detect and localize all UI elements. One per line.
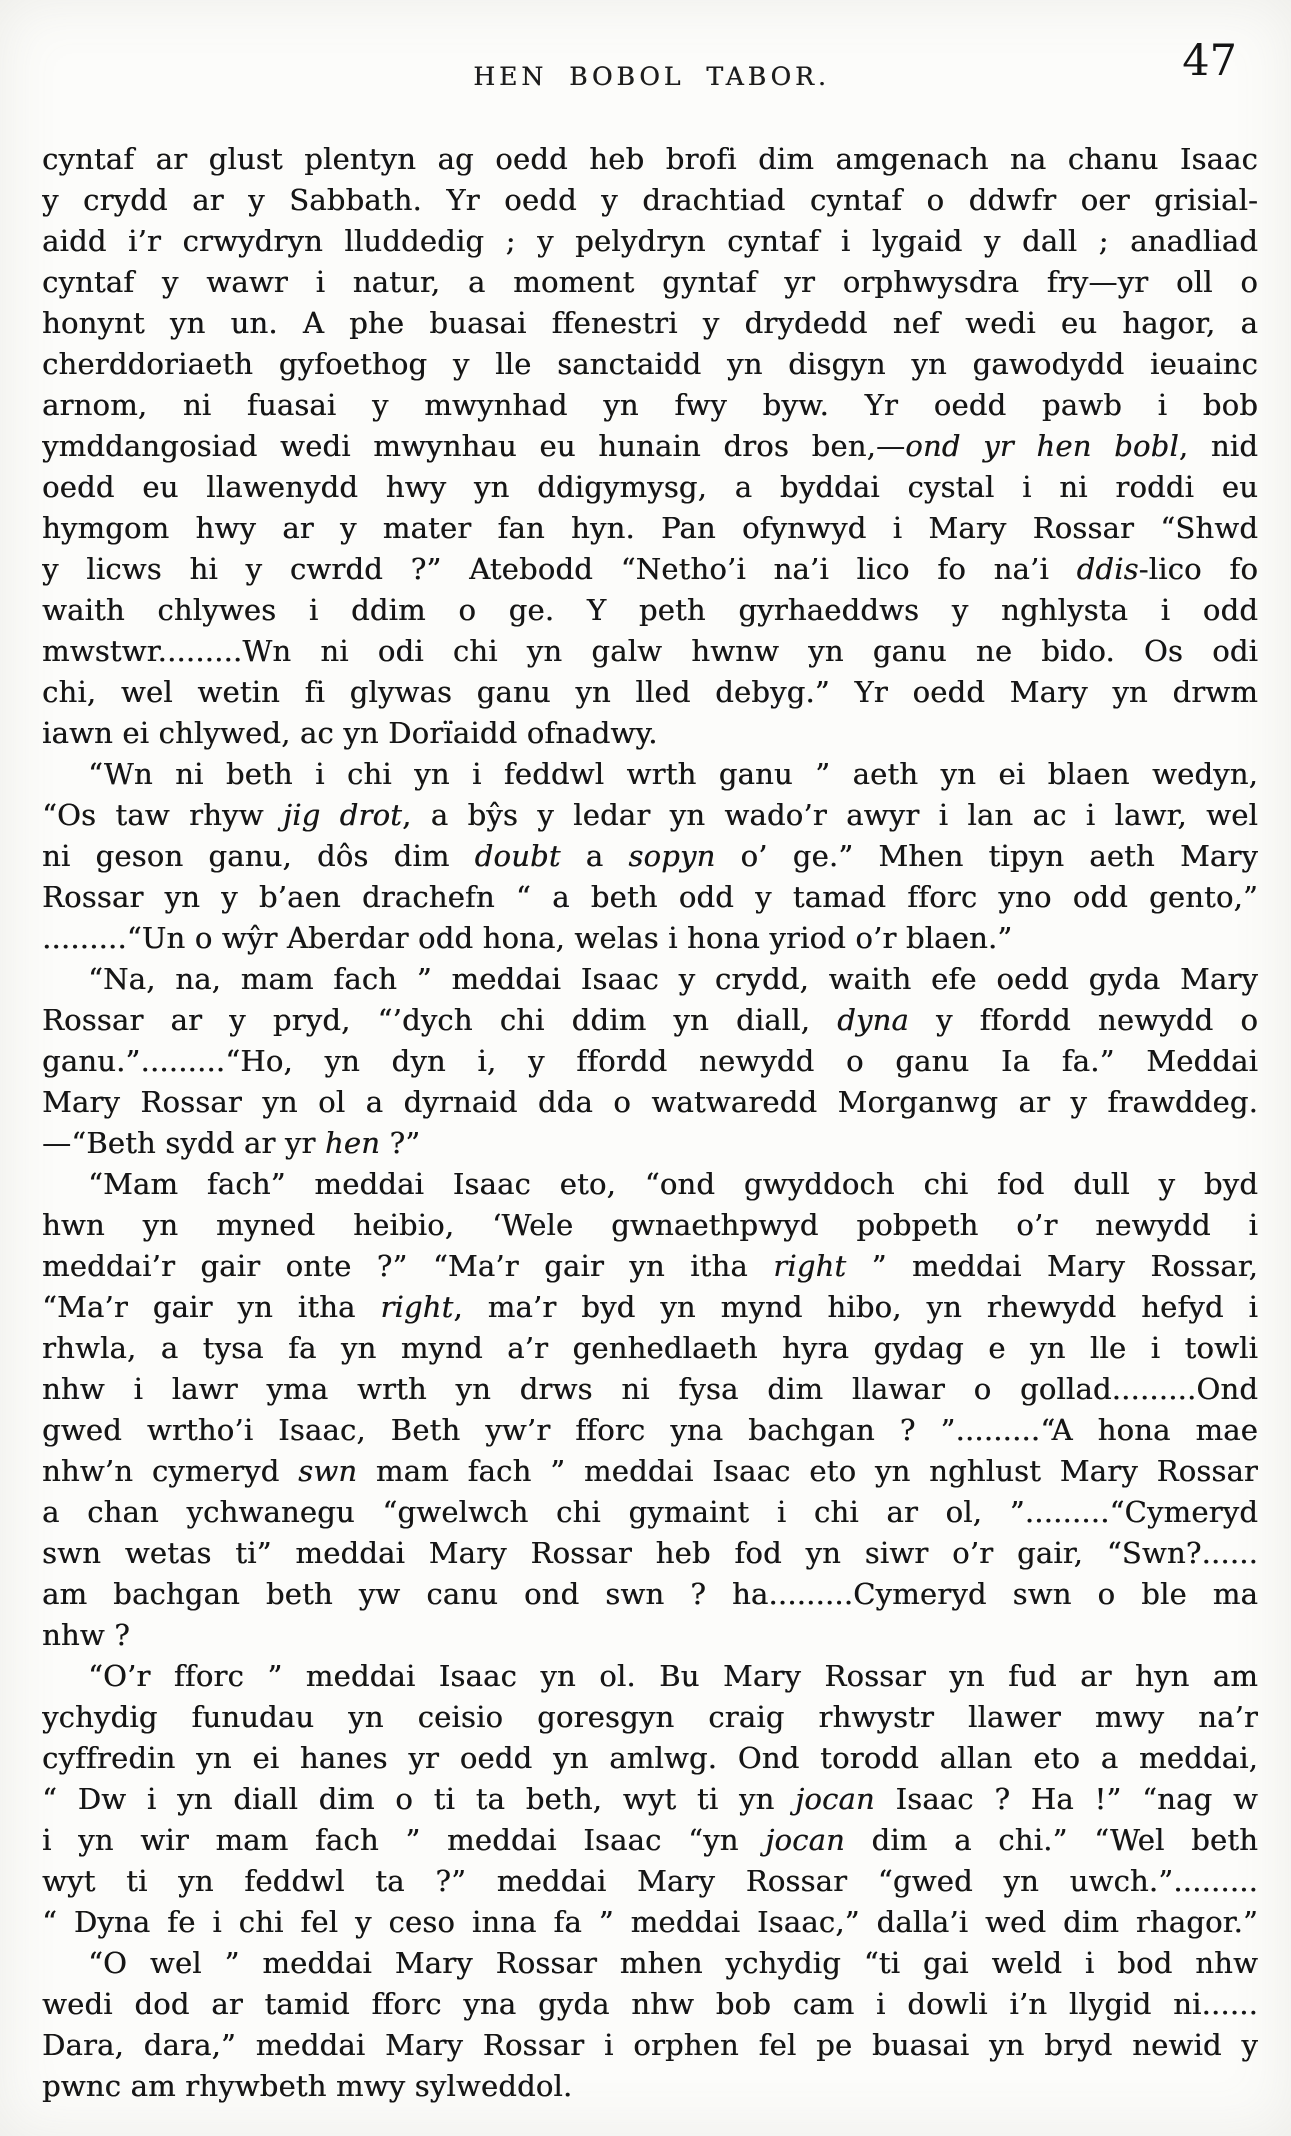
text-line [42, 1369, 1258, 1410]
text-line [42, 1492, 1258, 1533]
text-segment: Dara, dara,” meddai Mary Rossar i orphen fel pe buasai yn bryd newid y [42, 2028, 1258, 2062]
text-segment: “Wn ni beth i chi yn i feddwl wrth ganu ” aeth yn ei blaen wedyn, [88, 757, 1258, 791]
italic-text-segment: dyna [837, 1003, 909, 1037]
text-segment: cherddoriaeth gyfoethog y lle sanctaidd yn disgyn yn gawodydd ieuainc [42, 347, 1258, 381]
text-line [42, 877, 1258, 918]
text-segment: rhwla, a tysa fa yn mynd a’r genhedlaeth hyra gydag e yn lle i towli [42, 1331, 1258, 1365]
text-segment: iawn ei chlywed, ac yn Dorïaidd ofnadwy. [42, 716, 658, 750]
text-segment: nhw’n cymeryd [42, 1454, 299, 1488]
text-line [42, 1123, 1258, 1164]
text-line [42, 549, 1258, 590]
text-segment: a chan ychwanegu “gwelwch chi gymaint i chi ar ol, ”.........“Cymeryd [42, 1495, 1258, 1529]
text-segment: i yn wir mam fach ” meddai Isaac “yn [42, 1823, 766, 1857]
text-segment: hwn yn myned heibio, ‘Wele gwnaethpwyd pobpeth o’r newydd i [42, 1208, 1258, 1242]
text-segment: mwstwr.........Wn ni odi chi yn galw hwnw yn ganu ne bido. Os odi [42, 634, 1258, 668]
text-segment: ganu.”.........“Ho, yn dyn i, y ffordd newydd o ganu Ia fa.” Meddai [42, 1044, 1258, 1078]
text-segment: cyffredin yn ei hanes yr oedd yn amlwg. Ond torodd allan eto a meddai, [42, 1741, 1258, 1775]
text-line [42, 795, 1258, 836]
text-line [42, 1779, 1258, 1820]
text-segment: wyt ti yn feddwl ta ?” meddai Mary Rossar “gwed yn uwch.”......... [42, 1864, 1258, 1898]
page-number: 47 [1182, 36, 1237, 86]
text-line [42, 1410, 1258, 1451]
body-text [42, 139, 1258, 2107]
text-segment: Rossar ar y pryd, “’dych chi ddim yn diall, [42, 1003, 838, 1037]
text-line [42, 1246, 1258, 1287]
text-segment: cyntaf ar glust plentyn ag oedd heb brofi dim amgenach na chanu Isaac [42, 142, 1258, 176]
text-segment: oedd eu llawenydd hwy yn ddigymysg, a byddai cystal i ni roddi eu [42, 470, 1258, 504]
text-line [42, 1943, 1258, 1984]
text-segment: wedi dod ar tamid fforc yna gyda nhw bob cam i dowli i’n llygid ni...... [42, 1987, 1258, 2021]
text-line [42, 836, 1258, 877]
text-line [42, 959, 1258, 1000]
text-line [42, 344, 1258, 385]
text-segment: cyntaf y wawr i natur, a moment gyntaf yr orphwysdra fry—yr oll o [42, 265, 1258, 299]
text-line [42, 1902, 1258, 1943]
text-segment: “O wel ” meddai Mary Rossar mhen ychydig “ti gai weld i bod nhw [88, 1946, 1258, 1980]
text-segment: ?” [380, 1126, 421, 1160]
italic-text-segment: jocan [795, 1782, 875, 1816]
paragraph [42, 1164, 1258, 1656]
text-segment: .........“Un o wŷr Aberdar odd hona, welas i hona yriod o’r blaen.” [42, 921, 1013, 955]
text-line [42, 508, 1258, 549]
text-line [42, 385, 1258, 426]
text-segment: honynt yn un. A phe buasai ffenestri y drydedd nef wedi eu hagor, a [42, 306, 1258, 340]
text-segment: “Ma’r gair yn itha [42, 1290, 381, 1324]
text-segment: , nid [1178, 429, 1258, 463]
paragraph [42, 1656, 1258, 1943]
text-segment: y licws hi y cwrdd ?” Atebodd “Netho’i na’i lico fo na’i [42, 552, 1077, 586]
text-line [42, 1984, 1258, 2025]
text-segment: swn wetas ti” meddai Mary Rossar heb fod yn siwr o’r gair, “Swn?...... [42, 1536, 1258, 1570]
text-line [42, 1533, 1258, 1574]
text-line [42, 754, 1258, 795]
text-segment: , a bŷs y ledar yn wado’r awyr i lan ac i lawr, wel [402, 798, 1258, 832]
text-line [42, 262, 1258, 303]
text-segment: “Os taw rhyw [42, 798, 283, 832]
italic-text-segment: hen [324, 1126, 381, 1160]
text-line [42, 180, 1258, 221]
text-segment: meddai’r gair onte ?” “Ma’r gair yn itha [42, 1249, 774, 1283]
text-segment: mam fach ” meddai Isaac eto yn nghlust Mary Rossar [357, 1454, 1258, 1488]
text-line [42, 713, 1258, 754]
text-segment: nhw ? [42, 1618, 130, 1652]
text-line [42, 1861, 1258, 1902]
text-line [42, 221, 1258, 262]
text-line [42, 1082, 1258, 1123]
paragraph [42, 139, 1258, 754]
italic-text-segment: doubt [474, 839, 561, 873]
running-title: HEN BOBOL TABOR. [473, 62, 830, 91]
text-line [42, 1328, 1258, 1369]
running-header [42, 36, 1261, 106]
italic-text-segment: ond yr hen bobl [905, 429, 1179, 463]
text-segment: ni geson ganu, dôs dim [42, 839, 475, 873]
text-segment: “O’r fforc ” meddai Isaac yn ol. Bu Mary Rossar yn fud ar hyn am [88, 1659, 1258, 1693]
italic-text-segment: sopyn [628, 839, 716, 873]
text-segment: y ffordd newydd o [908, 1003, 1258, 1037]
text-line [42, 303, 1258, 344]
paragraph [42, 754, 1258, 959]
text-line [42, 2066, 1258, 2107]
text-line [42, 1287, 1258, 1328]
paragraph [42, 959, 1258, 1164]
text-segment: gwed wrtho’i Isaac, Beth yw’r fforc yna bachgan ? ”.........“A hona mae [42, 1413, 1258, 1447]
text-segment: —“Beth sydd ar yr [42, 1126, 325, 1160]
text-segment: aidd i’r crwydryn lluddedig ; y pelydryn cyntaf i lygaid y dall ; anadliad [42, 224, 1258, 258]
text-segment: ymddangosiad wedi mwynhau eu hunain dros ben,— [42, 429, 906, 463]
text-line [42, 1738, 1258, 1779]
text-line [42, 139, 1258, 180]
text-line [42, 672, 1258, 713]
text-segment: ” meddai Mary Rossar, [846, 1249, 1258, 1283]
italic-text-segment: swn [298, 1454, 358, 1488]
paragraph [42, 1943, 1258, 2107]
text-line [42, 1820, 1258, 1861]
text-segment: chi, wel wetin fi glywas ganu yn lled debyg.” Yr oedd Mary yn drwm [42, 675, 1258, 709]
text-segment: pwnc am rhywbeth mwy sylweddol. [42, 2069, 573, 2103]
text-line [42, 467, 1258, 508]
text-segment: Isaac ? Ha !” “nag w [874, 1782, 1258, 1816]
text-segment: nhw i lawr yma wrth yn drws ni fysa dim llawar o gollad.........Ond [42, 1372, 1258, 1406]
text-segment: dim a chi.” “Wel beth [844, 1823, 1258, 1857]
italic-text-segment: right [773, 1249, 847, 1283]
text-segment: , ma’r byd yn mynd hibo, yn rhewydd hefyd i [453, 1290, 1258, 1324]
italic-text-segment: ddis [1076, 552, 1139, 586]
text-segment: “ Dw i yn diall dim o ti ta beth, wyt ti yn [42, 1782, 796, 1816]
text-line [42, 631, 1258, 672]
text-segment: -lico fo [1138, 552, 1258, 586]
text-segment: hymgom hwy ar y mater fan hyn. Pan ofynwyd i Mary Rossar “Shwd [42, 511, 1258, 545]
text-line [42, 918, 1258, 959]
italic-text-segment: jocan [765, 1823, 845, 1857]
text-segment: arnom, ni fuasai y mwynhad yn fwy byw. Yr oedd pawb i bob [42, 388, 1258, 422]
text-segment: y crydd ar y Sabbath. Yr oedd y drachtiad cyntaf o ddwfr oer grisial- [42, 183, 1258, 217]
italic-text-segment: right [380, 1290, 454, 1324]
text-segment: Mary Rossar yn ol a dyrnaid dda o watwaredd Morganwg ar y frawddeg. [42, 1085, 1258, 1119]
text-segment: ychydig funudau yn ceisio goresgyn craig rhwystr llawer mwy na’r [42, 1700, 1258, 1734]
text-segment: waith chlywes i ddim o ge. Y peth gyrhaeddws y nghlysta i odd [42, 593, 1258, 627]
text-segment: o’ ge.” Mhen tipyn aeth Mary [715, 839, 1258, 873]
text-line [42, 1574, 1258, 1615]
text-line [42, 1656, 1258, 1697]
text-line [42, 1164, 1258, 1205]
text-segment: Rossar yn y b’aen drachefn “ a beth odd y tamad fforc yno odd gento,” [42, 880, 1258, 914]
text-segment: a [560, 839, 629, 873]
text-line [42, 1697, 1258, 1738]
text-segment: “ Dyna fe i chi fel y ceso inna fa ” meddai Isaac,” dalla’i wed dim rhagor.” [42, 1905, 1258, 1939]
italic-text-segment: jig drot [282, 798, 403, 832]
text-line [42, 1451, 1258, 1492]
text-line [42, 2025, 1258, 2066]
text-line [42, 1205, 1258, 1246]
text-segment: “Mam fach” meddai Isaac eto, “ond gwyddoch chi fod dull y byd [88, 1167, 1258, 1201]
text-line [42, 426, 1258, 467]
text-segment: am bachgan beth yw canu ond swn ? ha.........Cymeryd swn o ble ma [42, 1577, 1258, 1611]
text-line [42, 590, 1258, 631]
text-line [42, 1615, 1258, 1656]
text-line [42, 1000, 1258, 1041]
text-line [42, 1041, 1258, 1082]
text-segment: “Na, na, mam fach ” meddai Isaac y crydd, waith efe oedd gyda Mary [88, 962, 1258, 996]
